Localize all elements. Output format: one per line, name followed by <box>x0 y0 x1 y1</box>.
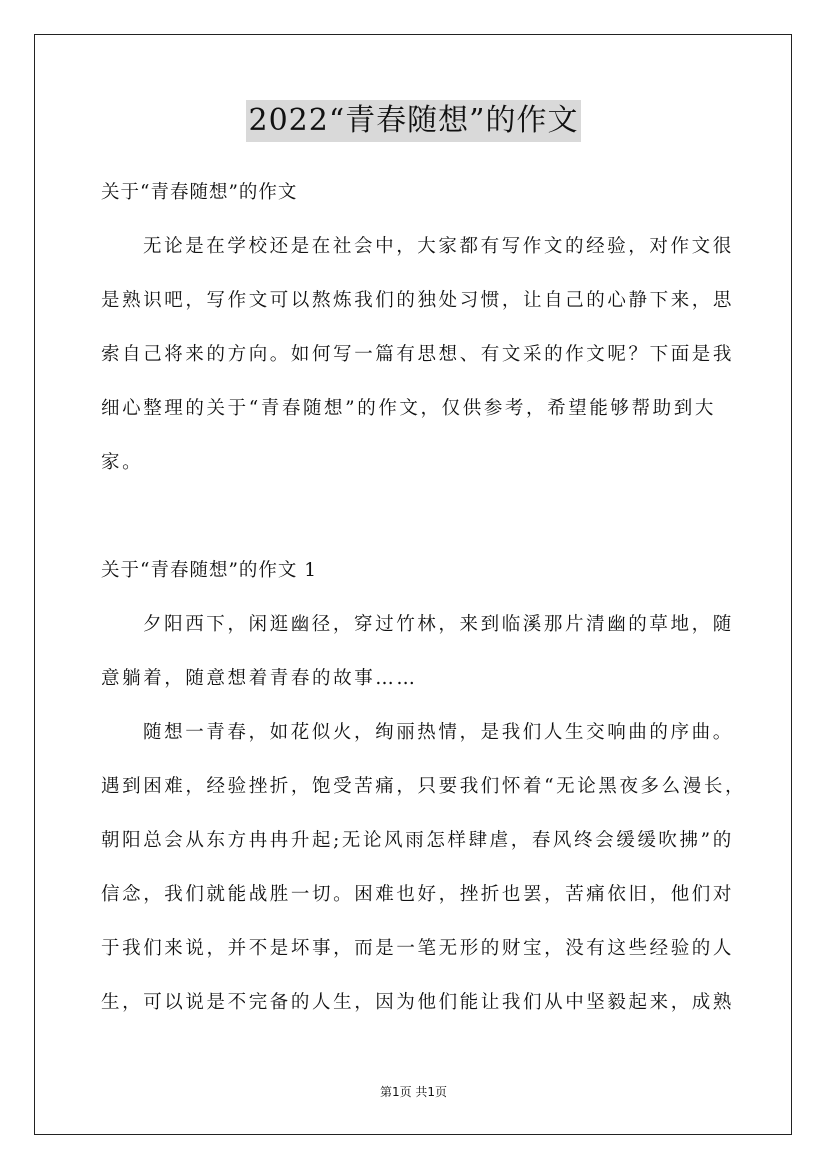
text-line: 信念，我们就能战胜一切。困难也好，挫折也罢，苦痛依旧，他们对 <box>101 884 735 905</box>
document-body <box>101 172 747 1036</box>
text-line: 无论是在学校还是在社会中，大家都有写作文的经验，对作文很 <box>143 236 734 257</box>
text-line: 细心整理的关于“青春随想”的作文，仅供参考，希望能够帮助到大 <box>101 398 716 419</box>
title-container <box>0 100 827 142</box>
section-heading: 关于“青春随想”的作文 <box>101 182 298 203</box>
text-line: 随想一青春，如花似火，绚丽热情，是我们人生交响曲的序曲。 <box>143 722 734 743</box>
text-line: 夕阳西下，闲逛幽径，穿过竹林，来到临溪那片清幽的草地，随 <box>143 614 734 635</box>
text-line: 于我们来说，并不是坏事，而是一笔无形的财宝，没有这些经验的人 <box>101 938 735 959</box>
section-heading: 关于“青春随想”的作文 1 <box>101 560 318 581</box>
text-line: 索自己将来的方向。如何写一篇有思想、有文采的作文呢？下面是我 <box>101 344 735 365</box>
text-line: 朝阳总会从东方冉冉升起;无论风雨怎样肆虐，春风终会缓缓吹拂”的 <box>101 830 734 851</box>
text-line: 是熟识吧，写作文可以熬炼我们的独处习惯，让自己的心静下来，思 <box>101 290 735 311</box>
text-line: 遇到困难，经验挫折，饱受苦痛，只要我们怀着“无论黑夜多么漫长， <box>101 776 747 797</box>
document-title: 2022“青春随想”的作文 <box>246 100 580 142</box>
text-line: 生，可以说是不完备的人生，因为他们能让我们从中坚毅起来，成熟 <box>101 992 735 1013</box>
page-footer: 第1页 共1页 <box>379 1085 448 1099</box>
text-line: 家。 <box>101 452 144 473</box>
blank-line <box>101 496 726 550</box>
text-line: 意躺着，随意想着青春的故事…… <box>101 668 418 689</box>
